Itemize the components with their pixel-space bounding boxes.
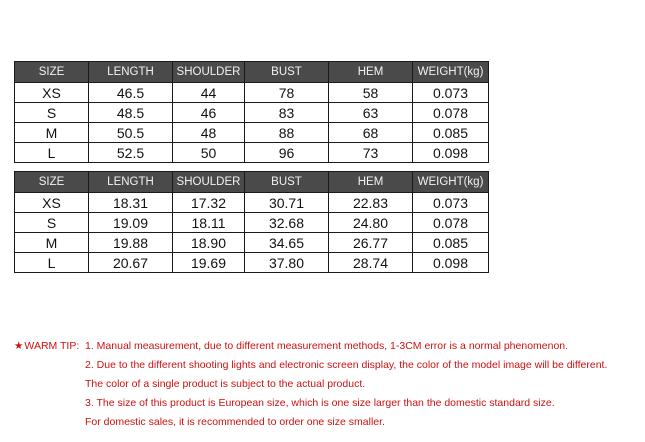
size-table-cm — [14, 61, 489, 163]
cell-weight: 0.078 — [413, 213, 489, 233]
cell-bust: 88 — [245, 123, 329, 143]
cell-length: 18.31 — [89, 193, 173, 213]
cell-hem: 24.80 — [329, 213, 413, 233]
table-header-row — [15, 62, 489, 83]
cell-length: 50.5 — [89, 123, 173, 143]
tip-line: 1. Manual measurement, due to different measurement methods, 1-3CM error is a normal phenomenon. — [85, 340, 569, 352]
header-hem: HEM — [329, 62, 413, 83]
star-icon: ★ — [14, 340, 24, 352]
cell-shoulder: 50 — [173, 143, 245, 163]
cell-weight: 0.098 — [413, 253, 489, 273]
cell-shoulder: 18.90 — [173, 233, 245, 253]
cell-length: 20.67 — [89, 253, 173, 273]
cell-hem: 73 — [329, 143, 413, 163]
cell-shoulder: 19.69 — [173, 253, 245, 273]
tip-line: For domestic sales, it is recommended to order one size smaller. — [85, 416, 385, 428]
tip-line: 2. Due to the different shooting lights and electronic screen display, the color of the model image will be different. — [85, 359, 608, 371]
table-row — [15, 83, 489, 103]
cell-size: S — [15, 103, 89, 123]
warm-tip-text: WARM TIP: — [24, 340, 80, 352]
warm-tip-label — [14, 340, 79, 352]
header-weight: WEIGHT(kg) — [413, 172, 489, 193]
table-row — [15, 123, 489, 143]
cell-bust: 32.68 — [245, 213, 329, 233]
header-length: LENGTH — [89, 172, 173, 193]
table-header-row — [15, 172, 489, 193]
header-length: LENGTH — [89, 62, 173, 83]
cell-shoulder: 44 — [173, 83, 245, 103]
cell-size: M — [15, 123, 89, 143]
cell-size: XS — [15, 83, 89, 103]
cell-length: 48.5 — [89, 103, 173, 123]
cell-shoulder: 18.11 — [173, 213, 245, 233]
cell-hem: 63 — [329, 103, 413, 123]
tip-line: 3. The size of this product is European size, which is one size larger than the domestic standard size. — [85, 397, 555, 409]
cell-shoulder: 17.32 — [173, 193, 245, 213]
cell-length: 46.5 — [89, 83, 173, 103]
cell-hem: 28.74 — [329, 253, 413, 273]
cell-length: 19.88 — [89, 233, 173, 253]
table-row — [15, 253, 489, 273]
table-row — [15, 213, 489, 233]
header-shoulder: SHOULDER — [173, 62, 245, 83]
cell-length: 52.5 — [89, 143, 173, 163]
cell-weight: 0.085 — [413, 123, 489, 143]
header-weight: WEIGHT(kg) — [413, 62, 489, 83]
cell-weight: 0.078 — [413, 103, 489, 123]
cell-size: L — [15, 253, 89, 273]
cell-size: S — [15, 213, 89, 233]
cell-bust: 37.80 — [245, 253, 329, 273]
cell-hem: 58 — [329, 83, 413, 103]
cell-weight: 0.073 — [413, 83, 489, 103]
cell-shoulder: 46 — [173, 103, 245, 123]
tip-line: The color of a single product is subject to the actual product. — [85, 378, 366, 390]
cell-length: 19.09 — [89, 213, 173, 233]
header-bust: BUST — [245, 172, 329, 193]
cell-bust: 34.65 — [245, 233, 329, 253]
table-row — [15, 103, 489, 123]
cell-bust: 96 — [245, 143, 329, 163]
header-size: SIZE — [15, 172, 89, 193]
cell-bust: 30.71 — [245, 193, 329, 213]
table-row — [15, 143, 489, 163]
cell-weight: 0.073 — [413, 193, 489, 213]
size-table-inch — [14, 171, 489, 273]
cell-hem: 68 — [329, 123, 413, 143]
table-row — [15, 233, 489, 253]
header-hem: HEM — [329, 172, 413, 193]
cell-hem: 26.77 — [329, 233, 413, 253]
cell-weight: 0.085 — [413, 233, 489, 253]
cell-hem: 22.83 — [329, 193, 413, 213]
header-size: SIZE — [15, 62, 89, 83]
cell-size: L — [15, 143, 89, 163]
header-bust: BUST — [245, 62, 329, 83]
cell-size: XS — [15, 193, 89, 213]
header-shoulder: SHOULDER — [173, 172, 245, 193]
cell-bust: 83 — [245, 103, 329, 123]
cell-size: M — [15, 233, 89, 253]
cell-bust: 78 — [245, 83, 329, 103]
cell-shoulder: 48 — [173, 123, 245, 143]
table-row — [15, 193, 489, 213]
cell-weight: 0.098 — [413, 143, 489, 163]
